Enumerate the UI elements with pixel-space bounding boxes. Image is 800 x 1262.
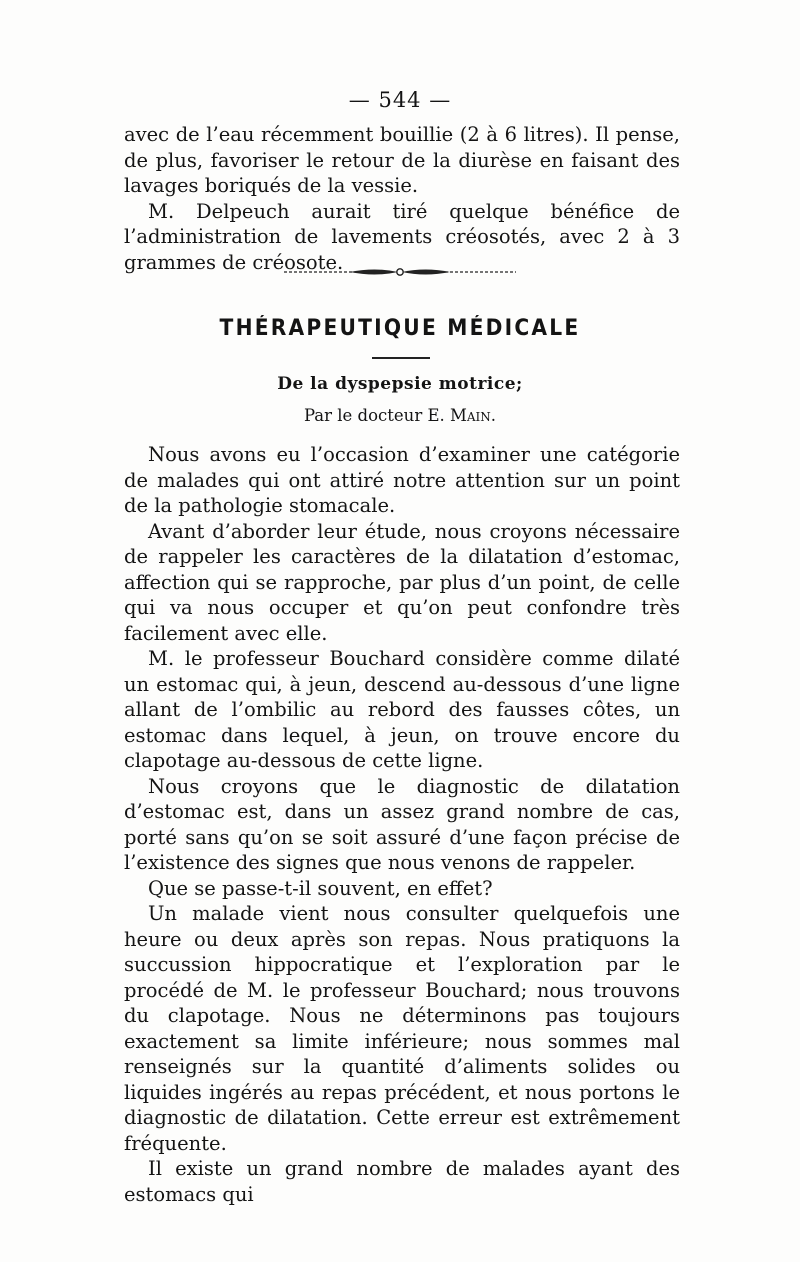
paragraph: avec de l’eau récemment bouillie (2 à 6 litres). Il pense, de plus, favoriser le retour de la diurèse en faisant des lavages boriqués de la vessie. <box>124 123 680 197</box>
ornamental-divider-icon <box>280 262 520 282</box>
paragraph: M. Delpeuch aurait tiré quelque bénéfice de l’administration de lavements créosotés, avec 2 à 3 grammes de créosote. <box>124 199 680 274</box>
title-rule <box>372 357 430 359</box>
article-body <box>124 442 680 1207</box>
paragraph: Avant d’aborder leur étude, nous croyons nécessaire de rappeler les caractères de la dilatation d’estomac, affection qui se rapproche, par plus d’un point, de celle qui va nous occuper et qu’on peut confondre très facilement avec elle. <box>124 519 680 645</box>
byline-prefix: Par le docteur <box>303 406 423 425</box>
paragraph: Il existe un grand nombre de malades ayant des estomacs qui <box>124 1157 680 1206</box>
page-number: — 544 — <box>348 88 452 112</box>
paragraph: Un malade vient nous consulter quelquefois une heure ou deux après son repas. Nous pratiquons la succussion hippocratique et l’exploration par le procédé de M. le professeur Bouchard; nous trouvons du clapotage. Nous ne déterminons pas toujours exactement sa limite inférieure; nous sommes mal renseignés sur la quantité d’aliments solides ou liquides ingérés au repas précédent, et nous portons le diagnostic de dilatation. Cette erreur est extrêmement fréquente. <box>124 902 680 1155</box>
paragraph: Nous avons eu l’occasion d’examiner une catégorie de malades qui ont attiré notre attention sur un point de la pathologie stomacale. <box>124 443 680 517</box>
section-title: THÉRAPEUTIQUE MÉDICALE <box>219 316 581 341</box>
paragraph: Nous croyons que le diagnostic de dilatation d’estomac est, dans un assez grand nombre de cas, porté sans qu’on se soit assuré d’une façon précise de l’existence des signes que nous venons de rappeler. <box>124 774 680 874</box>
author-name: E. Main. <box>427 406 497 425</box>
previous-article-ending <box>124 122 680 275</box>
article-title: De la dyspepsie motrice; <box>277 374 523 394</box>
paragraph: M. le professeur Bouchard considère comme dilaté un estomac qui, à jeun, descend au-dessous d’une ligne allant de l’ombilic au rebord des fausses côtes, un estomac dans lequel, à jeun, on trouve encore du clapotage au-dessous de cette ligne. <box>124 647 680 772</box>
paragraph: Que se passe-t-il souvent, en effet? <box>148 876 493 900</box>
byline <box>0 406 800 425</box>
